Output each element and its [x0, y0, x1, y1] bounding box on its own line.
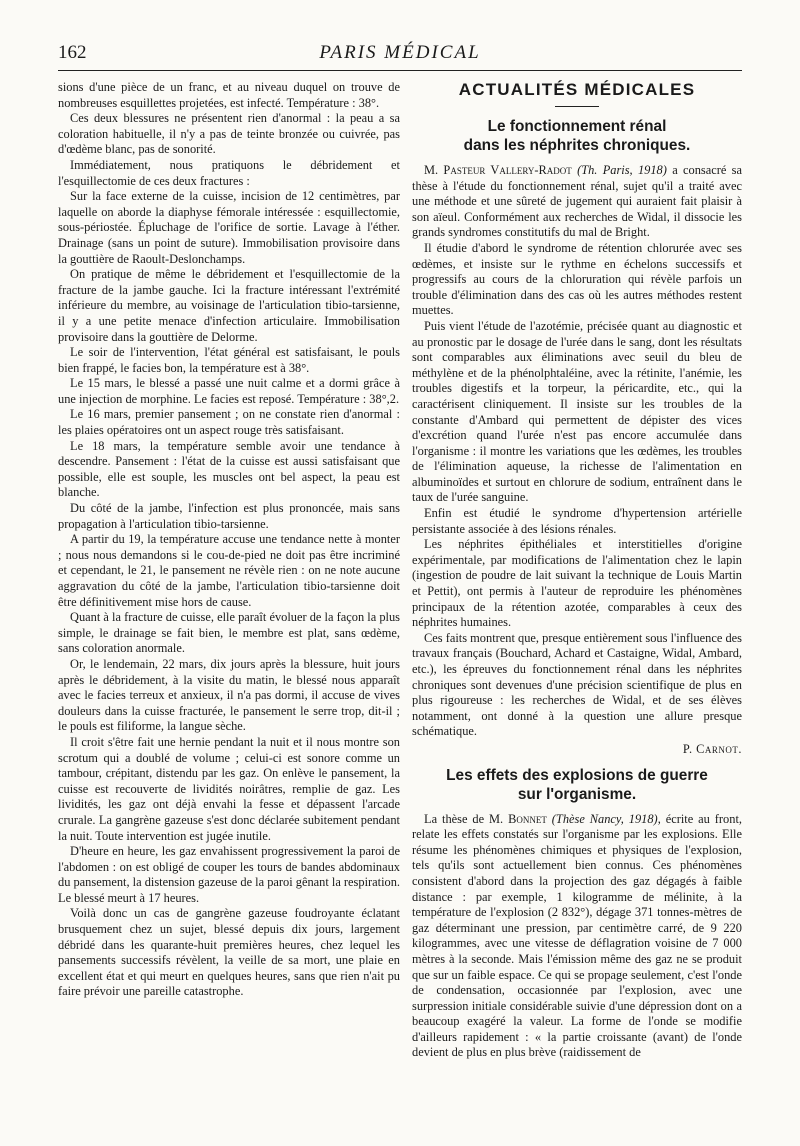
author-name: M. Pasteur Vallery-Radot	[424, 163, 572, 177]
article-title	[412, 117, 742, 155]
article-title-line: Les effets des explosions de guerre	[446, 766, 708, 784]
running-head: PARIS MÉDICAL	[319, 42, 481, 63]
paragraph: Il étudie d'abord le syndrome de rétention chlorurée avec ses œdèmes, et insiste sur le rythme en échelons successifs et progressifs au cours de la chloruration qui révèle parfois un trouble d'élimination dans des cas où les autres méthodes restent muettes.	[412, 240, 742, 318]
citation: (Th. Paris, 1918)	[577, 163, 667, 177]
paragraph: Le soir de l'intervention, l'état général est satisfaisant, le pouls bien frappé, le facies bon, la température est à 38°.	[58, 345, 400, 375]
article-title-line: dans les néphrites chroniques.	[463, 137, 691, 154]
paragraph: sions d'une pièce de un franc, et au niveau duquel on trouve de nombreuses esquillettes projetées, est infecté. Température : 38°.	[58, 80, 400, 110]
paragraph: Ces faits montrent que, presque entièrement sous l'influence des travaux français (Bouchard, Achard et Castaigne, Widal, Ambard, etc.), les épreuves du fonctionnement rénal dans les néphrites chroniques sont devenues d'une précision scientifique de plus en plus rigoureuse : les recherches de Widal, et de ses élèves notamment, ont donné à la question une allure presque schématique.	[412, 630, 742, 739]
paragraph: Voilà donc un cas de gangrène gazeuse foudroyante éclatant brusquement chez un sujet, blessé depuis dix jours, largement débridé dans les quarante-huit premières heures, chez lequel les pansements successifs révèlent, la veille de sa mort, une plaie en excellent état et qui meurt en quelques heures, sans que rien n'ait pu faire prévoir une pareille catastrophe.	[58, 906, 400, 999]
paragraph: D'heure en heure, les gaz envahissent progressivement la paroi de l'abdomen : on est obligé de couper les tours de bandes abdominaux du pansement, la distension gazeuse de la paroi gênant la respiration. Le blessé meurt à 17 heures.	[58, 844, 401, 905]
paragraph: Enfin est étudié le syndrome d'hypertension artérielle persistante associée à des lésions rénales.	[412, 506, 742, 536]
paragraph: Quant à la fracture de cuisse, elle paraît évoluer de la façon la plus simple, le drainage se fait bien, le membre est plat, sans œdème, sans coloration anormale.	[58, 610, 400, 656]
intro-prefix: La thèse de M.	[424, 811, 509, 826]
article-title-line: sur l'organisme.	[517, 785, 637, 803]
article-title	[412, 766, 742, 804]
right-column	[412, 80, 742, 1061]
intro-text: , écrite au front, relate les effets constatés sur l'organisme par les explosions. Elle résume les phénomènes chimiques et physiques de l'explosion, tels qu'ils sont actuellement bien connus. Ces phénomènes consistent d'abord dans la projection des gaz dégagés à faible distance : par exemple, 1 kilogramme de mélinite, à la température de l'explosion (2 832°), dégage 371 tonnes-mètres de gaz déterminant une pression, par centimètre carré, de 9 220 kilogrammes, avec une vitesse de déflagration voisine de 7 000 mètres à la seconde. Mais l'émission même des gaz ne se produit que sur un faible espace. Ce qui se propage seulement, c'est l'onde de condensation, occasionnée par l'explosion, avec une surpression initiale considérable suivie d'une dépression dont on a beaucoup exagéré la valeur. La forme de l'onde se modifie d'ailleurs rapidement : « la partie croissante (avant) de l'onde devient de plus en plus brève (raidissement de	[412, 811, 742, 1060]
paragraph: Du côté de la jambe, l'infection est plus prononcée, mais sans propagation à l'articulation tibio-tarsienne.	[58, 501, 400, 531]
section-title: ACTUALITÉS MÉDICALES	[458, 80, 696, 99]
page-header	[58, 40, 742, 71]
article-title-line: Le fonctionnement rénal	[487, 118, 667, 135]
paragraph: Puis vient l'étude de l'azotémie, précisée quant au diagnostic et au pronostic par le dosage de l'urée dans le sang, dont les résultats sont comparables aux éliminations avec seuil du bleu de méthylène et de la phénolphtaléine, avec la rétinite, l'anémie, les troubles digestifs et la torpeur, la péricardite, etc., qui la caractérisent cliniquement. Il insiste sur les troubles de la constante d'Ambard qui permettent de dépister des vices d'excrétion quand l'urée n'est pas encore accumulée dans l'organisme : il montre les variations que les œdèmes, les troubles de l'élimination aqueuse, la richesse de l'alimentation en albuminoïdes et surtout en chlorure de sodium, entraînent dans le taux de l'urée sanguine.	[412, 318, 742, 505]
paragraph: Le 16 mars, premier pansement ; on ne constate rien d'anormal : les plaies opératoires ont un aspect rouge très satisfaisant.	[58, 407, 400, 438]
paragraph: On pratique de même le débridement et l'esquillectomie de la fracture de la jambe gauche. Ici la fracture intéressant l'extrémité inférieure du membre, au voisinage de l'articulation tibio-tarsienne, il y a une petite menace d'infection articulaire. Immobilisation provisoire dans la gouttière de Delorme.	[58, 267, 400, 344]
paragraph: Il croit s'être fait une hernie pendant la nuit et il nous montre son scrotum qui a doublé de volume ; celui-ci est sonore comme un tambour, crépitant, distendu par les gaz. On enlève le pansement, la cuisse est recouverte de lividités noirâtres, remplie de gaz. Les lividités, les gaz ont déjà envahi la fesse et dépassent l'arcade crurale. La gangrène gazeuse s'est donc déclarée subitement pendant la nuit. Toute intervention est jugée inutile.	[58, 734, 400, 843]
article-intro	[412, 163, 742, 241]
signature: P. Carnot.	[682, 741, 742, 756]
author-name: Bonnet	[508, 811, 547, 826]
paragraph: Le 18 mars, la température semble avoir une tendance à descendre. Pansement : l'état de la cuisse est aussi satisfaisant que possible, elle est souple, les muscles ont bel aspect, la peau est blanche.	[58, 438, 400, 500]
page-number: 162	[58, 42, 87, 63]
intro-text: a consacré sa thèse à l'étude du fonctionnement rénal, sujet qu'il a traité avec une méthode et une sûreté de jugement qui auraient fait plaisir à son aïeul. Conformément aux recherches de Widal, il dissocie les grands syndromes constitutifs du mal de Bright.	[412, 163, 742, 240]
article-intro	[412, 812, 742, 1062]
paragraph: Ces deux blessures ne présentent rien d'anormal : la peau a sa coloration habituelle, il n'y a pas de teinte bronzée ou cuivrée, pas d'œdème blanc, pas de sonorité.	[58, 111, 400, 157]
paragraph: Immédiatement, nous pratiquons le débridement et l'esquillectomie de ces deux fractures :	[58, 157, 400, 188]
paragraph: Le 15 mars, le blessé a passé une nuit calme et a dormi grâce à une injection de morphine. Le facies est reposé. Température : 38°,2.	[58, 376, 400, 406]
paragraph: Les néphrites épithéliales et interstitielles d'origine expérimentale, par modifications de l'alimentation chez le lapin (ingestion de poudre de lait suivant la technique de Louis Martin et Pettit), ont permis à l'auteur de reproduire les phénomènes principaux de la rétention azotée, comparables à ceux des néphrites humaines.	[412, 537, 742, 630]
title-rule	[555, 106, 599, 107]
citation: (Thèse Nancy, 1918)	[551, 811, 658, 826]
paragraph: A partir du 19, la température accuse une tendance nette à monter ; nous nous demandons si le cou-de-pied ne doit pas être incriminé et cependant, le 21, le pansement ne révèle rien : on ne note aucune aggravation du côté de la jambe, l'articulation tibio-tarsienne doit être définitivement mise hors de cause.	[58, 532, 400, 609]
paragraph: Or, le lendemain, 22 mars, dix jours après la blessure, huit jours après le débridement, à la visite du matin, le blessé nous apparaît avec le facies terreux et anxieux, il n'a pas dormi, il accuse de vives douleurs dans la cuisse fracturée, le pansement le serre trop, dit-il ; le pouls est filiforme, la langue sèche.	[58, 656, 400, 734]
left-column	[58, 80, 400, 1000]
paragraph: Sur la face externe de la cuisse, incision de 12 centimètres, par laquelle on aborde la diaphyse fémorale intéressée : esquillectomie, sous-périostée. Épluchage de l'orifice de sortie. Lavage à l'éther. Drainage (sans un point de suture). Immobilisation provisoire dans la gouttière de Raoult-Deslonchamps.	[58, 189, 400, 266]
